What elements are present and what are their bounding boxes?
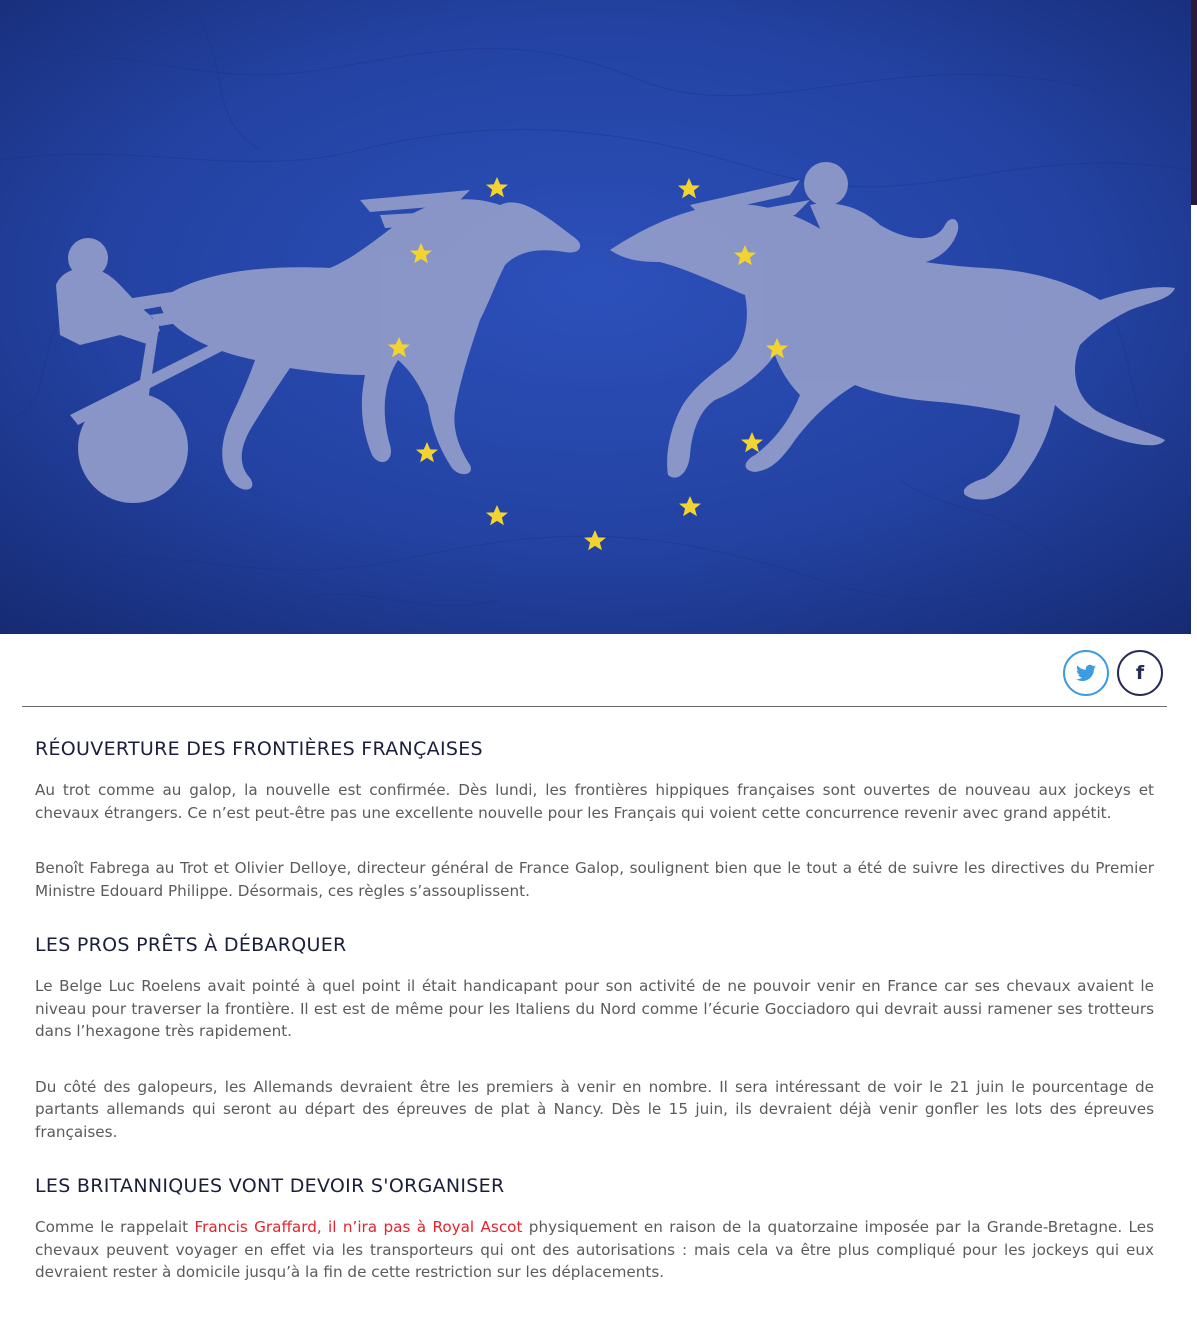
- section-heading: LES BRITANNIQUES VONT DEVOIR S'ORGANISER: [35, 1175, 505, 1197]
- hero-image: [0, 0, 1191, 634]
- twitter-share-button[interactable]: [1063, 650, 1109, 696]
- paragraph-text: physiquement en raison de la quatorzaine imposée par la Grande-Bretagne. Les chevaux peuvent voyager en effet via les transporteurs qui ont des autorisations : mais cela va être plus compliqué pour les jockeys qui eux devraient rester à domicile jusqu’à la fin de cette restriction sur les déplacements.: [35, 1218, 1154, 1281]
- section-heading: LES PROS PRÊTS À DÉBARQUER: [35, 934, 347, 956]
- article-paragraph: Benoît Fabrega au Trot et Olivier Delloye, directeur général de France Galop, soulignent bien que le tout a été de suivre les directives du Premier Ministre Edouard Philippe. Désormais, ces règles s’assouplissent.: [35, 859, 1154, 900]
- article-paragraph: Le Belge Luc Roelens avait pointé à quel point il était handicapant pour son activité de ne pouvoir venir en France car ses chevaux avaient le niveau pour traverser la frontière. Il est est de même pour les Italiens du Nord comme l’écurie Gocciadoro qui devrait aussi ramener ses trotteurs dans l’hexagone très rapidement.: [35, 977, 1154, 1040]
- scrollbar-thumb[interactable]: [1191, 0, 1197, 205]
- francis-graffard-link[interactable]: Francis Graffard, il n’ira pas à Royal Ascot: [194, 1218, 523, 1236]
- paragraph-text: Comme le rappelait: [35, 1218, 195, 1236]
- facebook-icon: f: [1135, 661, 1145, 684]
- article-paragraph: [35, 1216, 1154, 1284]
- horses-europe-stars-illustration: [0, 0, 1191, 634]
- article-paragraph: Au trot comme au galop, la nouvelle est confirmée. Dès lundi, les frontières hippiques françaises sont ouvertes de nouveau aux jockeys et chevaux étrangers. Ce n’est peut-être pas une excellente nouvelle pour les Français qui voient cette concurrence revenir avec grand appétit.: [35, 781, 1154, 822]
- article-paragraph: Du côté des galopeurs, les Allemands devraient être les premiers à venir en nombre. Il sera intéressant de voir le 21 juin le pourcentage de partants allemands qui seront au départ des épreuves de plat à Nancy. Dès le 15 juin, ils devraient déjà venir gonfler les lots des épreuves françaises.: [35, 1077, 1154, 1141]
- share-bar: [22, 648, 1167, 707]
- section-heading: RÉOUVERTURE DES FRONTIÈRES FRANÇAISES: [35, 738, 483, 760]
- twitter-icon: [1076, 664, 1096, 682]
- article-body: [35, 735, 1154, 1284]
- facebook-share-button[interactable]: [1117, 650, 1163, 696]
